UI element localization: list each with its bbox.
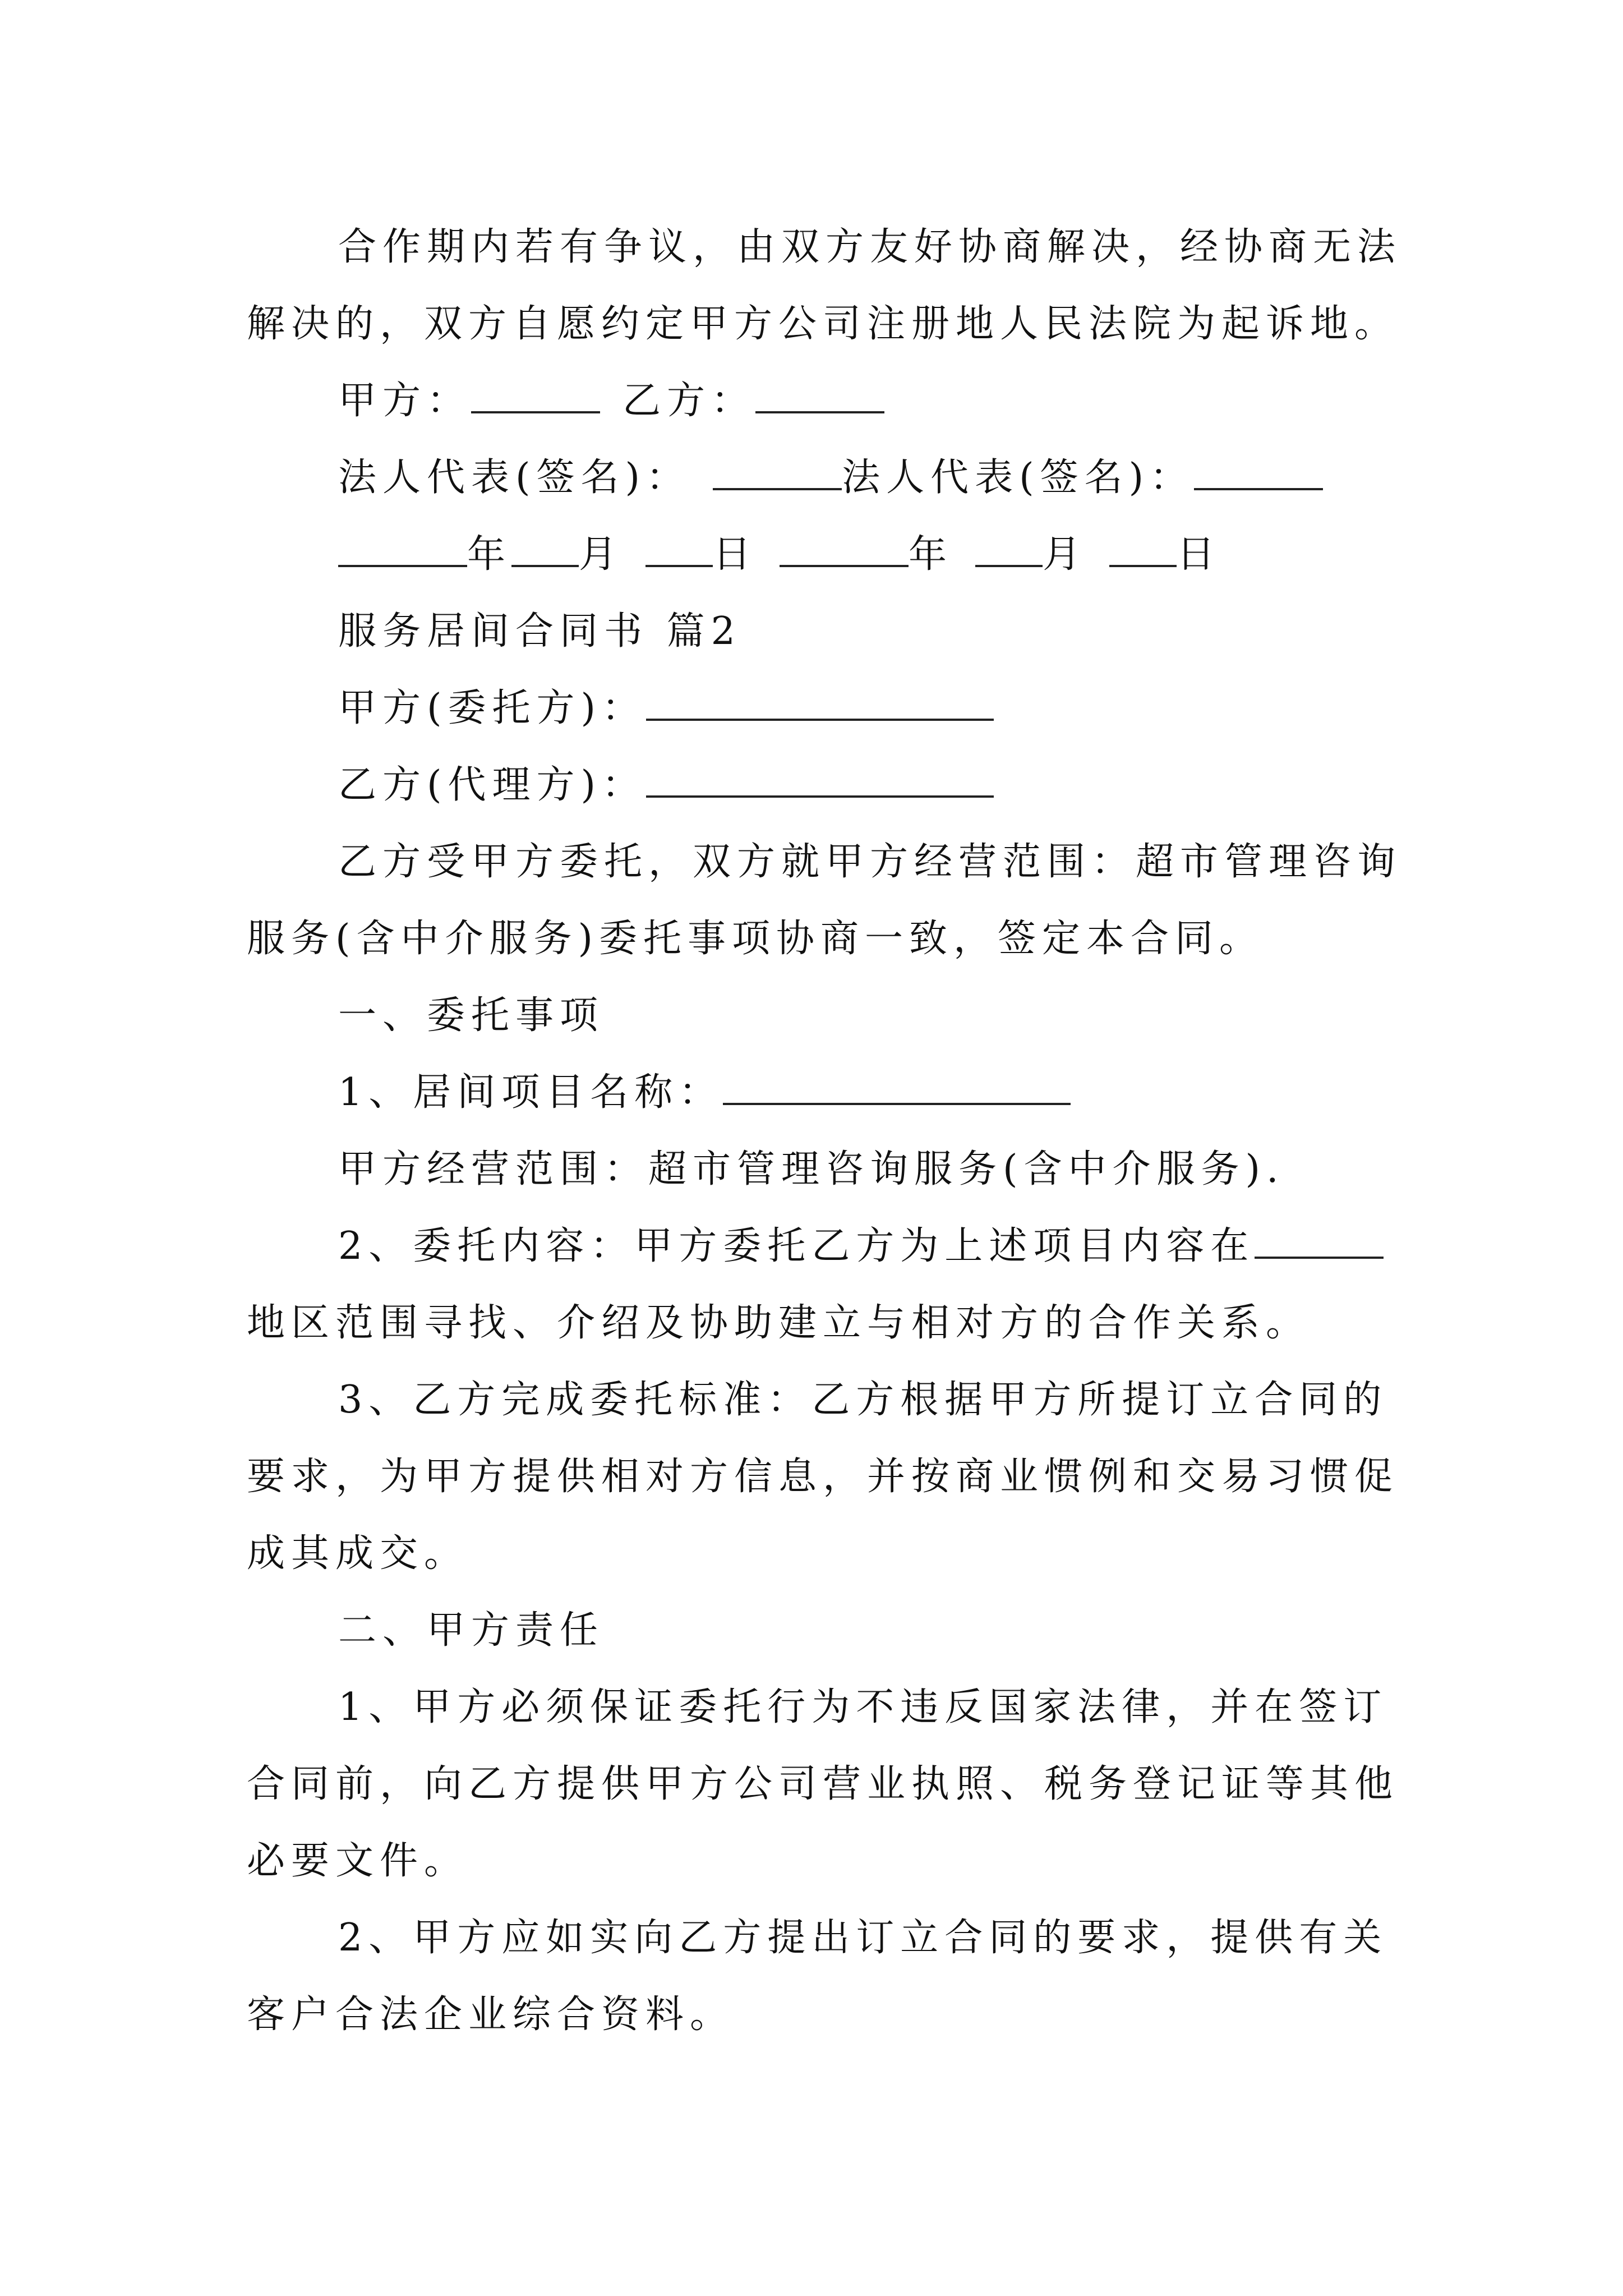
party-a-client-label: 甲方(委托方)： xyxy=(338,686,647,730)
legal-rep-a-label: 法人代表(签名)： xyxy=(338,455,691,500)
project-name-blank xyxy=(723,1066,1071,1105)
item-content-label: 2、委托内容：甲方委托乙方为上述项目内容在 xyxy=(338,1224,1255,1268)
year-a-blank xyxy=(338,528,467,567)
signature-parties-line xyxy=(247,362,1385,439)
month-b-blank xyxy=(975,528,1043,567)
heading-commission-matters: 一、委托事项 xyxy=(338,993,605,1038)
party-a-blank xyxy=(471,374,600,413)
party-b-agent-label: 乙方(代理方)： xyxy=(338,763,647,807)
item-standard-line-3: 成其成交。 xyxy=(247,1531,469,1576)
party-a-client-line xyxy=(247,670,1385,747)
intro-line-1: 乙方受甲方委托，双方就甲方经营范围：超市管理咨询 xyxy=(338,840,1402,884)
duty-1-line-2: 合同前，向乙方提供甲方公司营业执照、税务登记证等其他 xyxy=(247,1762,1399,1806)
item-content-line-2: 地区范围寻找、介绍及协助建立与相对方的合作关系。 xyxy=(247,1301,1311,1345)
duty-2-line-1: 2、甲方应如实向乙方提出订立合同的要求，提供有关 xyxy=(338,1916,1388,1960)
party-a-label: 甲方： xyxy=(338,379,472,423)
legal-rep-line xyxy=(247,439,1385,516)
day-b-label: 日 xyxy=(1177,532,1221,577)
item-project-name-label: 1、居间项目名称： xyxy=(338,1070,723,1115)
year-b-label: 年 xyxy=(909,532,953,577)
date-line xyxy=(247,516,1385,593)
party-b-blank xyxy=(755,374,884,413)
party-b-agent-line xyxy=(247,747,1385,823)
party-a-client-blank xyxy=(646,682,994,721)
document-body xyxy=(247,209,1402,2053)
party-b-agent-blank xyxy=(646,758,994,798)
month-b-label: 月 xyxy=(1043,532,1087,577)
day-b-blank xyxy=(1109,528,1177,567)
duty-1-line-3: 必要文件。 xyxy=(247,1839,469,1883)
item-standard-line-1: 3、乙方完成委托标准：乙方根据甲方所提订立合同的 xyxy=(338,1378,1388,1422)
dispute-clause-line-1: 合作期内若有争议，由双方友好协商解决，经协商无法 xyxy=(338,225,1402,269)
month-a-blank xyxy=(511,528,579,567)
section-title: 服务居间合同书 篇2 xyxy=(338,609,741,654)
year-b-blank xyxy=(780,528,909,567)
legal-rep-b-blank xyxy=(1194,451,1323,490)
party-b-label: 乙方： xyxy=(623,379,756,423)
heading-party-a-duties: 二、甲方责任 xyxy=(338,1608,605,1653)
duty-1-line-1: 1、甲方必须保证委托行为不违反国家法律，并在签订 xyxy=(338,1685,1388,1729)
item-standard-line-2: 要求，为甲方提供相对方信息，并按商业惯例和交易习惯促 xyxy=(247,1455,1399,1499)
item-content-line-1 xyxy=(247,1208,1385,1285)
day-a-blank xyxy=(645,528,713,567)
legal-rep-b-label: 法人代表(签名)： xyxy=(842,455,1195,500)
region-blank xyxy=(1255,1220,1384,1259)
item-project-name-line xyxy=(247,1054,1385,1131)
intro-line-2: 服务(含中介服务)委托事项协商一致，签定本合同。 xyxy=(247,917,1264,961)
year-a-label: 年 xyxy=(467,532,512,577)
dispute-clause-line-2: 解决的，双方自愿约定甲方公司注册地人民法院为起诉地。 xyxy=(247,302,1399,346)
legal-rep-a-blank xyxy=(713,451,842,490)
day-a-label: 日 xyxy=(713,532,758,577)
month-a-label: 月 xyxy=(579,532,624,577)
duty-2-line-2: 客户合法企业综合资料。 xyxy=(247,1993,735,2037)
business-scope: 甲方经营范围：超市管理咨询服务(含中介服务). xyxy=(338,1147,1285,1191)
